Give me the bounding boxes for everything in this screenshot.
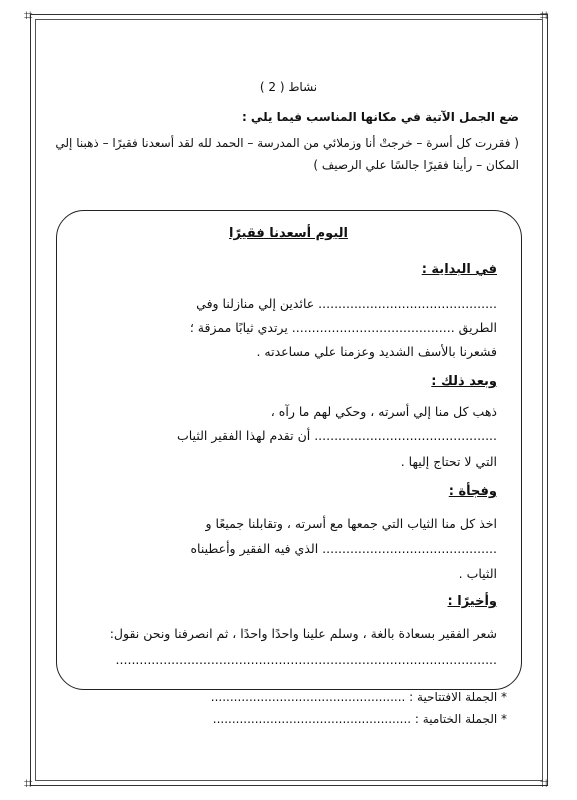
story-line: الثياب . <box>458 566 497 581</box>
story-line: التي لا تحتاج إليها . <box>400 454 497 469</box>
story-line: ............................................ الذي فيه الفقير وأعطيناه <box>190 541 497 556</box>
corner-ornament-top-left: ⌗ <box>24 6 33 24</box>
section-heading-beginning: في البداية : <box>421 262 497 277</box>
corner-ornament-bottom-left: ⌗ <box>24 774 33 792</box>
story-title: اليوم أسعدنا فقيرًا <box>229 226 348 241</box>
story-line: ................................................................................................ <box>115 652 497 667</box>
sentence-list <box>49 132 519 176</box>
corner-ornament-top-right: ⌗ <box>540 6 549 24</box>
sentence-list-line-2: المكان – رأينا فقيرًا جالسًا علي الرصيف ) <box>313 158 519 172</box>
story-line: ............................................. عائدين إلي منازلنا وفي <box>196 296 497 311</box>
section-heading-suddenly: وفجأة : <box>448 484 497 499</box>
section-heading-after-that: وبعد ذلك : <box>431 374 497 389</box>
instruction-text: ضع الجمل الآتية في مكانها المناسب فيما يلي : <box>241 110 519 124</box>
story-line: فشعرنا بالأسف الشديد وعزمنا علي مساعدته . <box>256 344 497 359</box>
story-line: الطريق ......................................... يرتدي ثيابًا ممزقة ؛ <box>189 320 497 335</box>
activity-title: نشاط ( 2 ) <box>259 80 318 94</box>
story-line: شعر الفقير بسعادة بالغة ، وسلم علينا واحدًا واحدًا ، ثم انصرفنا ونحن نقول: <box>109 626 497 641</box>
story-line: ذهب كل منا إلي أسرته ، وحكي لهم ما رآه ، <box>270 404 497 419</box>
section-heading-finally: وأخيرًا : <box>447 594 497 609</box>
story-box <box>56 210 522 690</box>
story-line: .............................................. أن تقدم لهذا الفقير الثياب <box>176 428 497 443</box>
opening-sentence-field: * الجملة الافتتاحية : ................................................... <box>210 690 507 704</box>
closing-sentence-field: * الجملة الختامية : .................................................... <box>212 712 507 726</box>
sentence-list-line-1: ( فقررت كل أسرة – خرجتْ أنا وزملائي من المدرسة – الحمد لله لقد أسعدنا فقيرًا – ذهبنا إلي <box>55 136 519 150</box>
corner-ornament-bottom-right: ⌗ <box>540 774 549 792</box>
story-line: اخذ كل منا الثياب التي جمعها مع أسرته ، وتقابلنا جميعًا و <box>205 516 497 531</box>
